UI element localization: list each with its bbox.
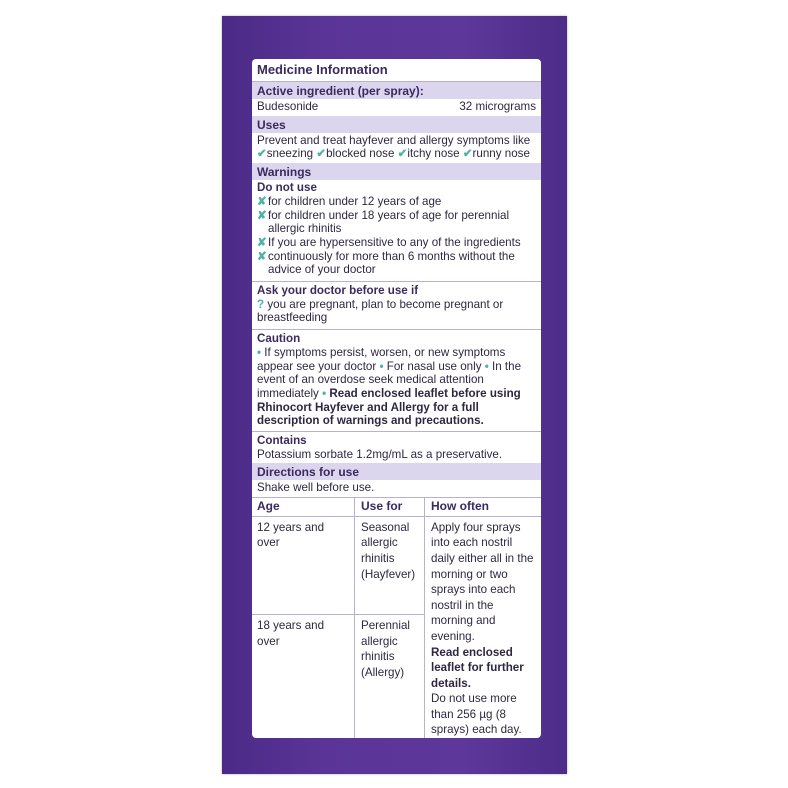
bullet-icon: •	[379, 359, 384, 373]
bullet-icon: •	[322, 386, 327, 400]
ask-doctor-text-row	[257, 298, 536, 325]
caution-title: Caution	[257, 332, 301, 346]
active-ingredient-row	[252, 99, 541, 116]
often-leaflet-note: Read enclosed leaflet for further details.	[431, 645, 524, 690]
col-often: How often	[425, 498, 542, 516]
ask-doctor-title: Ask your doctor before use if	[257, 284, 419, 298]
do-not-use-title: Do not use	[257, 181, 317, 195]
symptom-item: itchy nose	[407, 147, 460, 161]
medicine-information-panel	[252, 59, 541, 738]
directions-table	[252, 498, 541, 738]
tick-icon: ✔	[257, 147, 267, 161]
often-text: Apply four sprays into each nostril daily either all in the morning or two sprays into each nostril in the morning and evening.	[431, 520, 534, 643]
symptom-item: runny nose	[472, 147, 530, 161]
caution-text	[257, 346, 536, 428]
caution-leaflet-note: Read enclosed leaflet before using Rhinocort Hayfever and Allergy for a full description of warnings and precautions.	[257, 386, 521, 428]
warning-text: continuously for more than 6 months without the advice of your doctor	[268, 249, 515, 277]
cross-icon: ✘	[257, 194, 267, 208]
uses-text: Prevent and treat hayfever and allergy symptoms like	[257, 133, 531, 147]
warnings-header: Warnings	[252, 163, 541, 180]
tick-icon: ✔	[462, 147, 473, 161]
directions-header: Directions for use	[252, 463, 541, 480]
warning-item	[257, 250, 536, 277]
warning-item	[257, 195, 536, 209]
often-limit: Do not use more than 256 µg (8 sprays) each day.	[431, 692, 522, 737]
symptom-list	[257, 147, 536, 161]
table-row	[252, 516, 541, 614]
age-cell: 12 years and over	[252, 516, 355, 614]
caution-item: In the event of an overdose seek medical attention immediately	[257, 359, 522, 400]
caution-item: For nasal use only	[386, 359, 482, 373]
ingredient-name: Budesonide	[257, 100, 319, 113]
contains-title: Contains	[257, 434, 307, 448]
caution-item: If symptoms persist, worsen, or new symptoms appear see your doctor	[257, 345, 506, 373]
tick-icon: ✔	[316, 147, 327, 161]
ask-doctor-section	[252, 281, 541, 329]
warning-item	[257, 209, 536, 236]
ingredient-amount: 32 micrograms	[459, 100, 536, 113]
warning-text: for children under 18 years of age for perennial allergic rhinitis	[268, 208, 510, 236]
col-use: Use for	[355, 498, 425, 516]
uses-header: Uses	[252, 116, 541, 133]
bullet-icon: •	[484, 359, 489, 373]
cross-icon: ✘	[257, 235, 267, 249]
col-age: Age	[252, 498, 355, 516]
shake-note: Shake well before use.	[252, 480, 541, 498]
warning-text: If you are hypersensitive to any of the ingredients	[268, 235, 521, 249]
warning-text: for children under 12 years of age	[268, 194, 442, 208]
use-cell: Seasonal allergic rhinitis (Hayfever)	[355, 516, 425, 614]
contains-section	[252, 431, 541, 463]
symptom-item: blocked nose	[326, 147, 395, 161]
table-header-row	[252, 498, 541, 516]
uses-section	[252, 133, 541, 163]
warning-item	[257, 236, 536, 250]
use-cell: Perennial allergic rhinitis (Allergy)	[355, 615, 425, 738]
caution-section	[252, 329, 541, 431]
tick-icon: ✔	[397, 147, 408, 161]
question-icon: ?	[257, 297, 265, 311]
active-ingredient-header: Active ingredient (per spray):	[252, 82, 541, 99]
age-cell: 18 years and over	[257, 619, 325, 648]
ask-doctor-text: you are pregnant, plan to become pregnant or breastfeeding	[257, 297, 504, 325]
bullet-icon: •	[257, 345, 262, 359]
panel-title: Medicine Information	[252, 59, 541, 82]
cross-icon: ✘	[257, 249, 267, 263]
do-not-use-section	[252, 180, 541, 281]
cross-icon: ✘	[257, 208, 267, 222]
symptom-item: sneezing	[266, 147, 314, 161]
contains-text: Potassium sorbate 1.2mg/mL as a preservative.	[257, 447, 503, 461]
often-cell	[425, 516, 542, 738]
